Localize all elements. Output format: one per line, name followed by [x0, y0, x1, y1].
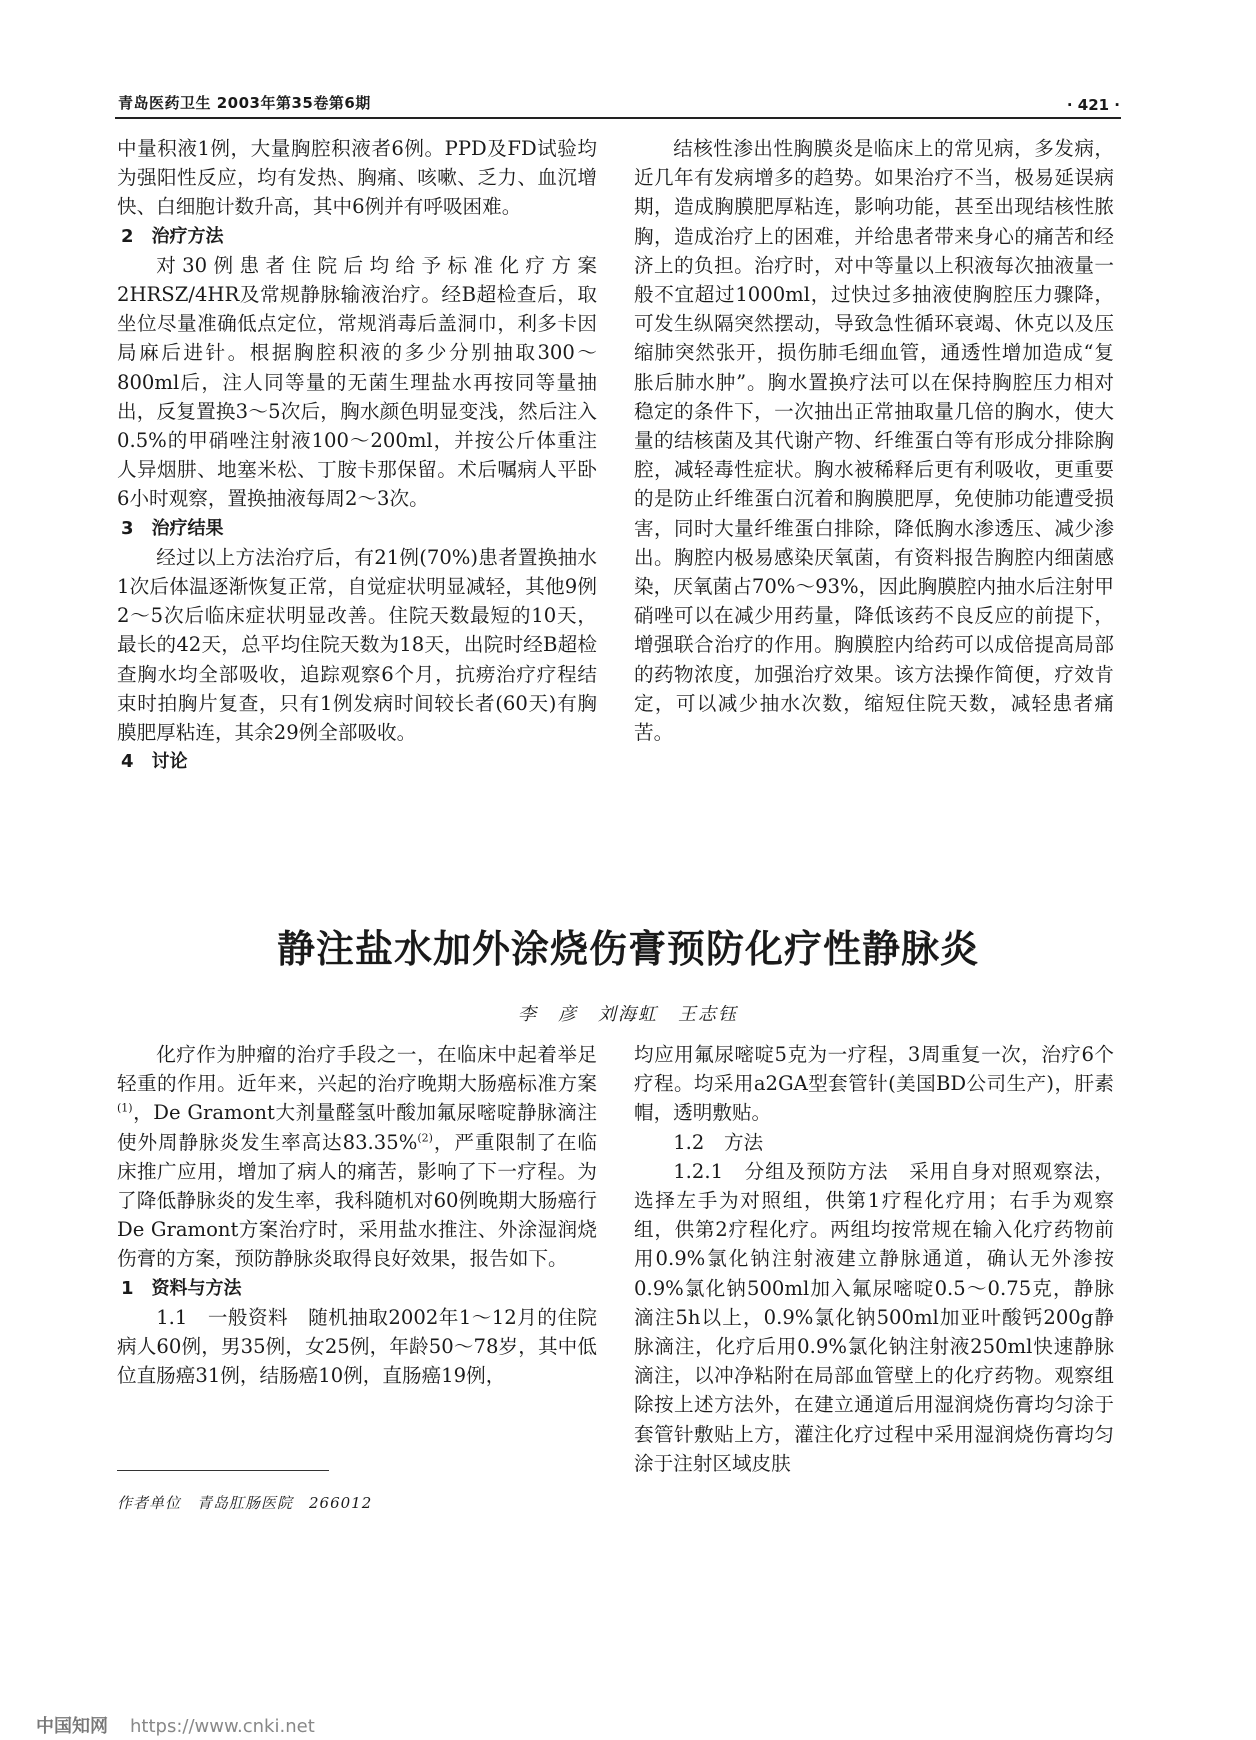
article-left-column — [117, 1040, 597, 1390]
author-affiliation: 作者单位 青岛肛肠医院 266012 — [117, 1494, 373, 1512]
header-rule — [115, 117, 1121, 119]
citation-ref: (2) — [417, 1131, 433, 1145]
paragraph: 结核性渗出性胸膜炎是临床上的常见病，多发病，近几年有发病增多的趋势。如果治疗不当，极易延误病期，造成胸膜肥厚粘连，影响功能，甚至出现结核性脓胸，造成治疗上的困难，并给患者带来身心的痛苦和经济上的负担。治疗时，对中等量以上积液每次抽液量一般不宜超过1000ml，过快过多抽液使胸腔压力骤降，可发生纵隔突然摆动，导致急性循环衰竭、休克以及压缩肺突然张开，损伤肺毛细血管，通透性增加造成“复胀后肺水肿”。胸水置换疗法可以在保持胸腔压力相对稳定的条件下，一次抽出正常抽取量几倍的胸水，使大量的结核菌及其代谢产物、纤维蛋白等有形成分排除胸腔，减轻毒性症状。胸水被稀释后更有利吸收，更重要的是防止纤维蛋白沉着和胸膜肥厚，免使肺功能遭受损害，同时大量纤维蛋白排除，降低胸水渗透压、减少渗出。胸腔内极易感染厌氧菌，有资料报告胸腔内细菌感染，厌氧菌占70%～93%，因此胸膜腔内抽水后注射甲硝唑可以在减少用药量，降低该药不良反应的前提下，增强联合治疗的作用。胸膜腔内给药可以成倍提高局部的药物浓度，加强治疗效果。该方法操作简便，疗效肯定，可以减少抽水次数，缩短住院天数，减轻患者痛苦。 — [634, 137, 1114, 745]
footnote-rule — [117, 1470, 329, 1471]
paragraph: 中量积液1例，大量胸腔积液者6例。PPD及FD试验均为强阳性反应，均有发热、胸痛、咳嗽、乏力、血沉增快、白细胞计数升高，其中6例并有呼吸困难。 — [117, 137, 597, 219]
prev-article-left-column — [117, 134, 597, 776]
paragraph: 均应用氟尿嘧啶5克为一疗程，3周重复一次，治疗6个疗程。均采用a2GA型套管针(美国BD公司生产)，肝素帽，透明敷贴。 — [634, 1043, 1114, 1125]
text-segment: ，严重限制了在临床推广应用，增加了病人的痛苦，影响了下一疗程。为了降低静脉炎的发生率，我科随机对60例晚期大肠癌行De Gramont方案治疗时，采用盐水推注、外涂湿润烧伤膏的方案，预防静脉炎取得良好效果，报告如下。 — [117, 1130, 598, 1271]
section-heading: 3 治疗结果 — [121, 517, 224, 539]
subsection-heading: 1.2 方法 — [673, 1130, 764, 1154]
journal-header: 青岛医药卫生 2003年第35卷第6期 — [118, 94, 371, 112]
paragraph — [117, 1040, 597, 1274]
section-heading: 4 讨论 — [121, 751, 188, 773]
cnki-watermark — [36, 1712, 315, 1738]
paragraph: 1.2.1 分组及预防方法 采用自身对照观察法，选择左手为对照组，供第1疗程化疗用；右手为观察组，供第2疗程化疗。两组均按常规在输入化疗药物前用0.9%氯化钠注射液建立静脉通道，确认无外渗按0.9%氯化钠500ml加入氟尿嘧啶0.5～0.75克，静脉滴注5h以上，0.9%氯化钠500ml加亚叶酸钙200g静脉滴注，化疗后用0.9%氯化钠注射液250ml快速静脉滴注，以冲净粘附在局部血管壁上的化疗药物。观察组除按上述方法外，在建立通道后用湿润烧伤膏均匀涂于套管针敷贴上方，灌注化疗过程中采用湿润烧伤膏均匀涂于注射区域皮肤 — [634, 1159, 1114, 1475]
article-authors: 李 彦 刘海虹 王志钰 — [518, 1004, 738, 1025]
watermark-url: https://www.cnki.net — [130, 1716, 315, 1737]
article-title: 静注盐水加外涂烧伤膏预防化疗性静脉炎 — [276, 927, 979, 971]
section-heading: 1 资料与方法 — [121, 1277, 242, 1299]
text-segment: 化疗作为肿瘤的治疗手段之一，在临床中起着举足轻重的作用。近年来，兴起的治疗晚期大肠癌标准方案 — [117, 1043, 597, 1096]
watermark-brand: 中国知网 — [36, 1716, 108, 1737]
section-heading: 2 治疗方法 — [121, 225, 224, 247]
citation-ref: (1) — [117, 1101, 133, 1115]
prev-article-right-column — [634, 134, 1114, 747]
paragraph: 1.1 一般资料 随机抽取2002年1～12月的住院病人60例，男35例，女25例，年龄50～78岁，其中低位直肠癌31例，结肠癌10例，直肠癌19例， — [117, 1305, 597, 1388]
page-number: · 421 · — [1066, 96, 1120, 114]
paragraph: 经过以上方法治疗后，有21例(70%)患者置换抽水1次后体温逐渐恢复正常，自觉症状明显减轻，其他9例2～5次后临床症状明显改善。住院天数最短的10天，最长的42天，总平均住院天数为18天，出院时经B超检查胸水均全部吸收，追踪观察6个月，抗痨治疗疗程结束时拍胸片复查，只有1例发病时间较长者(60天)有胸膜肥厚粘连，其余29例全部吸收。 — [117, 545, 597, 745]
text-segment: ，De Gramont大剂量醛氢叶酸加氟尿嘧啶静脉滴注使外周静脉炎发生率高达83.35% — [117, 1101, 597, 1154]
paragraph: 对30例患者住院后均给予标准化疗方案2HRSZ/4HR及常规静脉输液治疗。经B超检查后，取坐位尽量准确低点定位，常规消毒后盖洞巾，利多卡因局麻后进针。根据胸腔积液的多少分别抽取300～800ml后，注人同等量的无菌生理盐水再按同等量抽出，反复置换3～5次后，胸水颜色明显变浅，然后注入0.5%的甲硝唑注射液100～200ml，并按公斤体重注人异烟肼、地塞米松、丁胺卡那保留。术后嘱病人平卧6小时观察，置换抽液每周2～3次。 — [117, 253, 597, 511]
article-right-column — [634, 1040, 1114, 1478]
